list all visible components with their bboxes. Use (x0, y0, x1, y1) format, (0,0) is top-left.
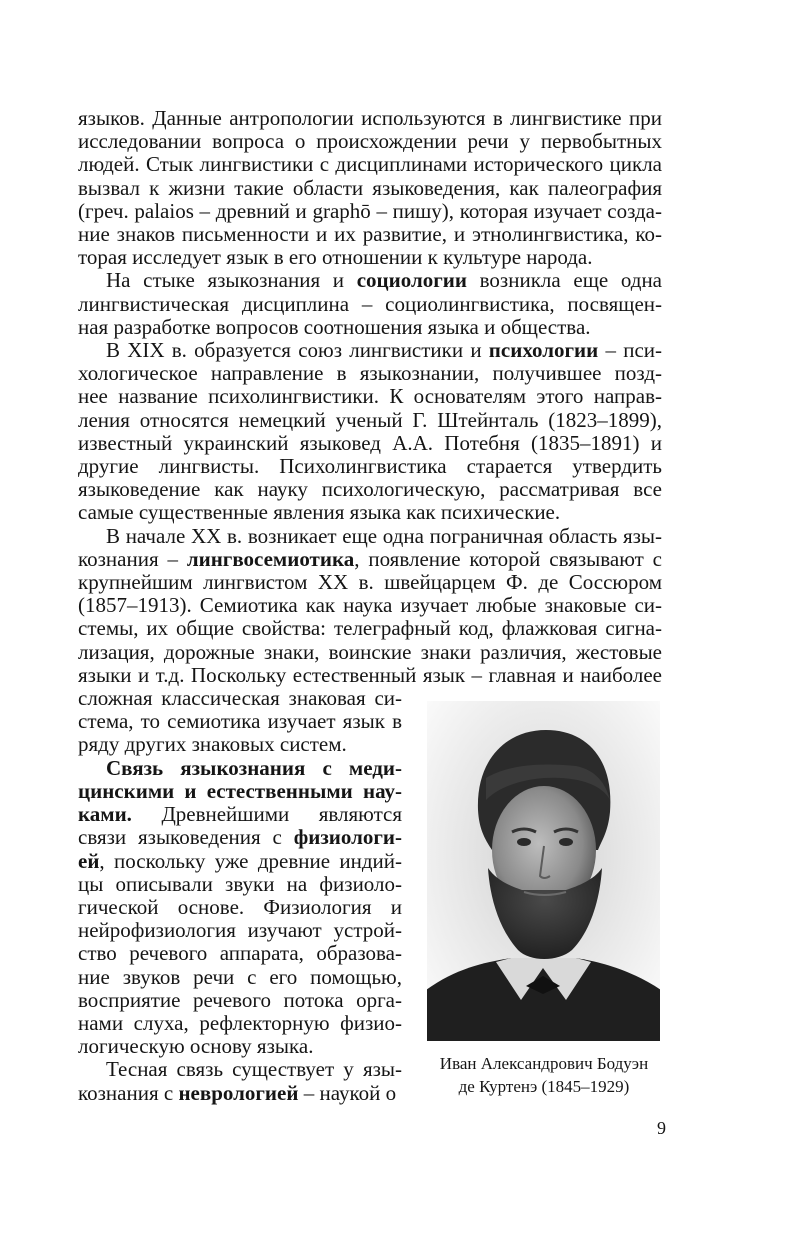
caption-line-1: Иван Александрович Бодуэн (439, 1054, 649, 1073)
bold-term: цинскими и естественными нау- (78, 778, 402, 803)
text-line (78, 617, 662, 640)
text-run: лингвистическая дисциплина – социолингвистика, посвящен- (78, 291, 662, 316)
text-run: нее название психолингвистики. К основателям этого направ- (78, 384, 662, 409)
bold-term: ей (78, 848, 100, 873)
text-run: В начале XX в. возникает еще одна пограничная область язы- (106, 523, 662, 548)
text-run: ство речевого аппарата, образова- (78, 941, 402, 966)
text-run: – пси- (598, 338, 662, 363)
text-line (78, 873, 402, 896)
bold-term: лингвосемиотика (186, 546, 355, 571)
text-line (78, 177, 662, 200)
portrait-caption (418, 1052, 670, 1098)
text-run: ние звуков речи с его помощью, (78, 964, 402, 989)
text-run: языки и т.д. Поскольку естественный язык – главная и наиболее (78, 662, 662, 687)
bold-term: социологии (356, 268, 467, 293)
text-line (78, 525, 662, 548)
text-run: ряду других знаковых систем. (78, 732, 347, 757)
text-run: гической основе. Физиология и (78, 894, 402, 919)
text-run: ления относятся немецкий ученый Г. Штейнталь (1823–1899), (78, 407, 662, 432)
text-run: крупнейшим лингвистом XX в. швейцарцем Ф. де Соссюром (78, 570, 662, 595)
text-run: восприятие речевого потока орга- (78, 987, 402, 1012)
text-line (78, 641, 662, 664)
bold-term: ками. (78, 802, 132, 827)
text-run: логическую основу языка. (78, 1034, 314, 1059)
text-line (78, 339, 662, 362)
text-line (78, 362, 662, 385)
text-line (78, 385, 662, 408)
text-run: лизация, дорожные знаки, воинские знаки различия, жестовые (78, 639, 662, 664)
text-line (78, 1035, 402, 1058)
text-line (78, 246, 662, 269)
text-run: исследовании вопроса о происхождении речи у первобытных (78, 129, 662, 154)
text-run: Древнейшими являются (131, 802, 402, 827)
text-run: торая исследует язык в его отношении к культуре народа. (78, 245, 593, 270)
text-line (78, 432, 662, 455)
text-line (78, 200, 662, 223)
portrait-photo (426, 700, 661, 1042)
text-run: другие лингвисты. Психолингвистика старается утвердить (78, 454, 662, 479)
text-line (78, 107, 662, 130)
text-line (78, 409, 662, 432)
portrait-image (426, 700, 661, 1042)
text-line (78, 501, 662, 524)
text-run: стемы, их общие свойства: телеграфный код, флажковая сигна- (78, 616, 662, 641)
text-line (78, 850, 402, 873)
text-run: нейрофизиология изучают устрой- (78, 918, 402, 943)
text-run: языков. Данные антропологии используются в лингвистике при (78, 106, 662, 130)
text-run: На стыке языкознания и (106, 268, 357, 293)
text-run: ная разработке вопросов соотношения языка и общества. (78, 314, 591, 339)
text-line (78, 316, 662, 339)
text-line (78, 293, 662, 316)
text-run: связи языковедения с (78, 825, 294, 850)
bold-term: Связь языкознания с меди- (106, 755, 402, 780)
text-run: ние знаков письменности и их развитие, и этнолингвистика, ко- (78, 222, 662, 247)
text-run: стема, то семиотика изучает язык в (78, 709, 402, 734)
text-line (78, 733, 402, 756)
text-line (78, 919, 402, 942)
text-run: цы описывали звуки на физиоло- (78, 871, 402, 896)
text-run: нами слуха, рефлекторную физио- (78, 1010, 402, 1035)
text-line (78, 455, 662, 478)
text-line (78, 757, 402, 780)
text-run: самые существенные явления языка как психические. (78, 500, 561, 525)
text-run: языковедение как науку психологическую, рассматривая все (78, 477, 662, 502)
text-line (78, 478, 662, 501)
text-run: людей. Стык лингвистики с дисциплинами исторического цикла (78, 152, 662, 177)
text-line (78, 571, 662, 594)
text-line (78, 664, 662, 687)
text-line (78, 1082, 402, 1105)
text-run: , поскольку уже древние индий- (99, 848, 402, 873)
text-run: возникла еще одна (466, 268, 662, 293)
text-run: вызвал к жизни такие области языковедения, как палеография (78, 175, 662, 200)
text-line (78, 1058, 402, 1081)
text-run: , появление которой связывают с (354, 546, 662, 571)
caption-line-2: де Куртенэ (1845–1929) (458, 1077, 630, 1096)
text-line (78, 896, 402, 919)
text-line (78, 803, 402, 826)
text-line (78, 548, 662, 571)
text-line (78, 223, 662, 246)
text-run: сложная классическая знаковая си- (78, 686, 402, 711)
bold-term: неврологией (178, 1080, 299, 1105)
text-line (78, 966, 402, 989)
page-number: 9 (657, 1118, 666, 1138)
text-line (78, 594, 662, 617)
text-line (78, 780, 402, 803)
bold-term: физиологи- (293, 825, 402, 850)
text-run: Тесная связь существует у язы- (106, 1057, 402, 1082)
text-line (78, 687, 402, 710)
text-line (78, 989, 402, 1012)
text-line (78, 942, 402, 965)
text-run: – наукой о (298, 1080, 397, 1105)
text-line (78, 1012, 402, 1035)
text-run: В XIX в. образуется союз лингвистики и (106, 338, 489, 363)
text-run: кознания с (78, 1080, 179, 1105)
text-run: хологическое направление в языкознании, получившее позд- (78, 361, 662, 386)
text-run: известный украинский языковед А.А. Потебня (1835–1891) и (78, 430, 662, 455)
text-line (78, 130, 662, 153)
text-run: (греч. palaios – древний и graphō – пишу), которая изучает созда- (78, 198, 662, 223)
text-line (78, 710, 402, 733)
text-line (78, 269, 662, 292)
text-line (78, 826, 402, 849)
text-line (78, 153, 662, 176)
bold-term: психологии (488, 338, 599, 363)
text-run: (1857–1913). Семиотика как наука изучает любые знаковые си- (78, 593, 662, 618)
text-run: кознания – (78, 546, 187, 571)
